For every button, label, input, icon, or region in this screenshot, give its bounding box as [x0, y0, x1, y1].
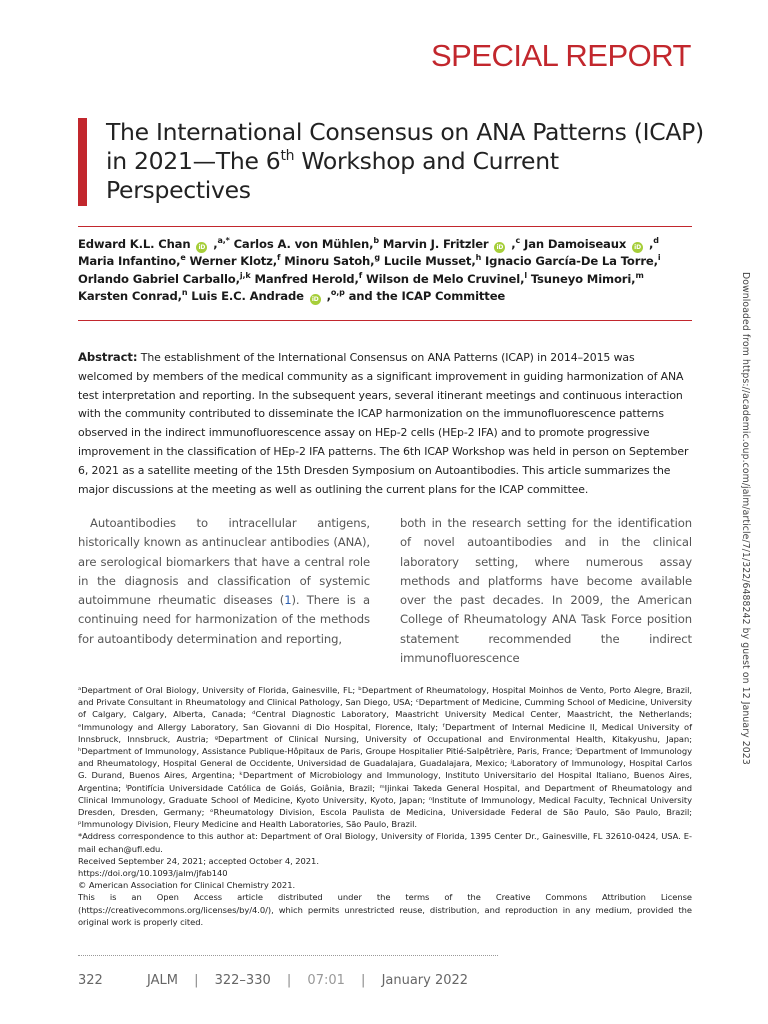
section-label: SPECIAL REPORT — [430, 38, 691, 73]
author: Karsten Conrad,$^n$ — [78, 288, 188, 303]
author-name: Minoru Satoh — [284, 254, 371, 269]
copyright: © American Association for Clinical Chemistry 2021. — [78, 880, 296, 891]
download-notice: Downloaded from https://academic.oup.com/jalm/article/7/1/322/6488242 by guest on 12 January 2023 — [740, 272, 751, 765]
affiliation-marker: l — [524, 270, 527, 280]
body-column-left — [78, 514, 370, 649]
body-left-text: Autoantibodies to intracellular antigens, historically known as antinuclear antibodies (ANA), are serological biomarkers that have a central role in the diagnosis and classification of systemic autoimmune rheumatic diseases ( — [78, 516, 370, 608]
author-name: Manfred Herold — [254, 271, 355, 286]
author: Marvin J. Fritzler iD ,$^c$ — [382, 236, 521, 251]
page-number: 322 — [78, 973, 103, 988]
author: Lucile Musset,$^h$ — [383, 253, 482, 269]
page-range: 322–330 — [214, 973, 271, 988]
abstract-label: Abstract: — [78, 350, 138, 364]
footer-divider — [78, 955, 498, 956]
author: Werner Klotz,$^f$ — [189, 253, 281, 269]
author: Manfred Herold,$^f$ — [254, 270, 363, 286]
doi-link[interactable]: https://doi.org/10.1093/jalm/jfab140 — [78, 868, 228, 879]
author-name: Karsten Conrad — [78, 288, 178, 303]
title-superscript: th — [280, 148, 295, 165]
affiliation-marker: n — [181, 288, 188, 298]
affiliation-marker: d — [653, 236, 659, 246]
title-accent-bar — [78, 118, 87, 206]
author-name: Carlos A. von Mühlen — [233, 237, 370, 251]
author-name: Edward K.L. Chan — [78, 237, 191, 251]
volume-issue: 07:01 — [307, 973, 345, 988]
affiliation-marker: b — [373, 236, 379, 246]
affiliation-marker: g — [374, 253, 380, 263]
author-name: Werner Klotz — [189, 254, 273, 269]
body-left-text-continued: ). There is a continuing need for harmonization of the methods for autoantibody determination and reporting, — [78, 593, 370, 646]
body-column-right: both in the research setting for the identification of novel autoantibodies and in the clinical laboratory setting, where numerous assay methods and platforms have become available over the past decades. In 2009, the American College of Rheumatology ANA Task Force position statement recommended the indirect immunofluorescence — [400, 516, 692, 666]
license: This is an Open Access article distributed under the terms of the Creative Commons Attribution License (https://creativecommons.org/licenses/by/4.0/), which permits unrestricted reuse, distribution, and reproduction in any medium, provided the original work is properly cited. — [78, 892, 692, 927]
author: Jan Damoiseaux iD ,$^d$ — [524, 236, 659, 251]
affiliation-marker: i — [657, 253, 661, 263]
author: Edward K.L. Chan iD ,$^{a,*}$ — [78, 236, 230, 251]
author: Tsuneyo Mimori,$^m$ — [530, 270, 644, 286]
affiliation-marker: f — [358, 270, 363, 280]
author-rule — [78, 320, 692, 321]
author: Ignacio García-De La Torre,$^i$ — [485, 253, 661, 269]
footer-separator: | — [194, 973, 199, 988]
author-name: Wilson de Melo Cruvinel — [365, 271, 521, 286]
author: Wilson de Melo Cruvinel,$^l$ — [365, 270, 527, 286]
abstract-text: The establishment of the International Consensus on ANA Patterns (ICAP) in 2014–2015 was welcomed by members of the medical community as a significant improvement in guiding harmonization of ANA test interpretation and reporting. In the subsequent years, several itinerant meetings and continuous interaction with the community contributed to disseminate the ICAP harmonization on the immunofluorescence patterns observed in the indirect immunofluorescence assay on HEp-2 cells (HEp-2 IFA) and to promote progressive improvement in the classification of HEp-2 IFA patterns. The 6th ICAP Workshop was held in person on September 6, 2021 as a satellite meeting of the 15th Dresden Symposium on Autoantibodies. This article summarizes the major discussions at the meeting as well as outlining the current plans for the ICAP committee. — [78, 351, 689, 496]
title-part2: Workshop and Current Perspectives — [106, 147, 559, 204]
title-rule — [78, 226, 692, 227]
author-list — [78, 236, 692, 305]
author-name: Lucile Musset — [383, 254, 472, 269]
author-list-tail: and the ICAP Committee — [348, 288, 506, 303]
abstract — [78, 348, 692, 499]
footnotes — [78, 684, 692, 928]
affiliation-marker: c — [515, 236, 521, 246]
author-name: Maria Infantino — [78, 254, 177, 269]
affiliation-marker: m — [635, 270, 644, 280]
affiliation-marker: j,k — [239, 270, 251, 280]
affiliation-marker: f — [277, 253, 281, 263]
author-name: Orlando Gabriel Carballo — [78, 271, 236, 286]
author: Luis E.C. Andrade iD ,$^{o,p}$ — [191, 288, 345, 303]
orcid-icon[interactable]: iD — [310, 294, 321, 305]
author: Carlos A. von Mühlen,$^b$ — [233, 236, 379, 251]
author-name: Jan Damoiseaux — [524, 237, 627, 251]
footer-separator: | — [361, 973, 366, 988]
received-date: Received September 24, 2021; accepted October 4, 2021. — [78, 855, 319, 866]
journal-name: JALM — [146, 973, 178, 988]
author-name: Marvin J. Fritzler — [382, 237, 489, 251]
page-footer — [78, 973, 468, 988]
affiliation-marker: h — [475, 253, 482, 263]
author: Orlando Gabriel Carballo,$^{j,k}$ — [78, 270, 251, 286]
issue-date: January 2022 — [381, 973, 469, 988]
author-name: Ignacio García-De La Torre — [485, 254, 654, 269]
affiliation-marker: e — [180, 253, 186, 263]
author: Minoru Satoh,$^g$ — [284, 253, 380, 269]
author-name: Tsuneyo Mimori — [530, 271, 632, 286]
author: Maria Infantino,$^e$ — [78, 253, 186, 269]
affiliations: ᵃDepartment of Oral Biology, University of Florida, Gainesville, FL; ᵇDepartment of Rheumatology, Hospital Moinhos de Vento, Porto Alegre, Brazil, and Private Consultant in Rheumatology and Clinical Pathology, San Diego, USA; ᶜDepartment of Medicine, Cumming School of Medicine, University of Calgary, Calgary, Alberta, Canada; ᵈCentral Diagnostic Laboratory, Maastricht University Medical Center, Maastricht, the Netherlands; ᵉImmunology and Allergy Laboratory, San Giovanni di Dio Hospital, Florence, Italy; ᶠDepartment of Internal Medicine II, Medical University of Innsbruck, Innsbruck, Austria; ᵍDepartment of Clinical Nursing, University of Occupational and Environmental Health, Kitakyushu, Japan; ʰDepartment of Immunology, Assistance Publique-Hôpitaux de Paris, Groupe Hospitalier Pitié-Salpêtrière, Paris, France; ⁱDepartment of Immunology and Rheumatology, Hospital General de Occidente, Universidad de Guadalajara, Guadalajara, Mexico; ʲLaboratory of Immunology, Hospital Carlos G. Durand, Buenos Aires, Argentina; ᵏDepartment of Microbiology and Immunology, Instituto Universitario del Hospital Italiano, Buenos Aires, Argentina; ˡPontifícia Universidade Católica de Goiás, Goiânia, Brazil; ᵐIjinkai Takeda General Hospital, and Department of Rheumatology and Clinical Immunology, Graduate School of Medicine, Kyoto University, Kyoto, Japan; ⁿInstitute of Immunology, Medical Faculty, Technical University Dresden, Dresden, Germany; ᵒRheumatology Division, Escola Paulista de Medicina, Universidade Federal de São Paulo, São Paulo, Brazil; ᵖImmunology Division, Fleury Medicine and Health Laboratories, São Paulo, Brazil. — [78, 685, 692, 830]
author-name: Luis E.C. Andrade — [191, 288, 304, 303]
affiliation-marker: o,p — [330, 288, 345, 298]
affiliation-marker: a,* — [217, 236, 230, 246]
correspondence: *Address correspondence to this author at: Department of Oral Biology, University of Florida, 1395 Center Dr., Gainesville, FL 32610-0424, USA. E-mail echan@ufl.edu. — [78, 831, 692, 854]
article-title — [106, 118, 706, 205]
footer-separator: | — [286, 973, 292, 988]
title-part1: The International Consensus on ANA Patterns (ICAP) in 2021—The 6 — [106, 118, 704, 175]
orcid-icon[interactable]: iD — [632, 242, 643, 253]
reference-link[interactable]: 1 — [284, 593, 292, 608]
orcid-icon[interactable]: iD — [196, 242, 207, 253]
orcid-icon[interactable]: iD — [494, 242, 505, 253]
